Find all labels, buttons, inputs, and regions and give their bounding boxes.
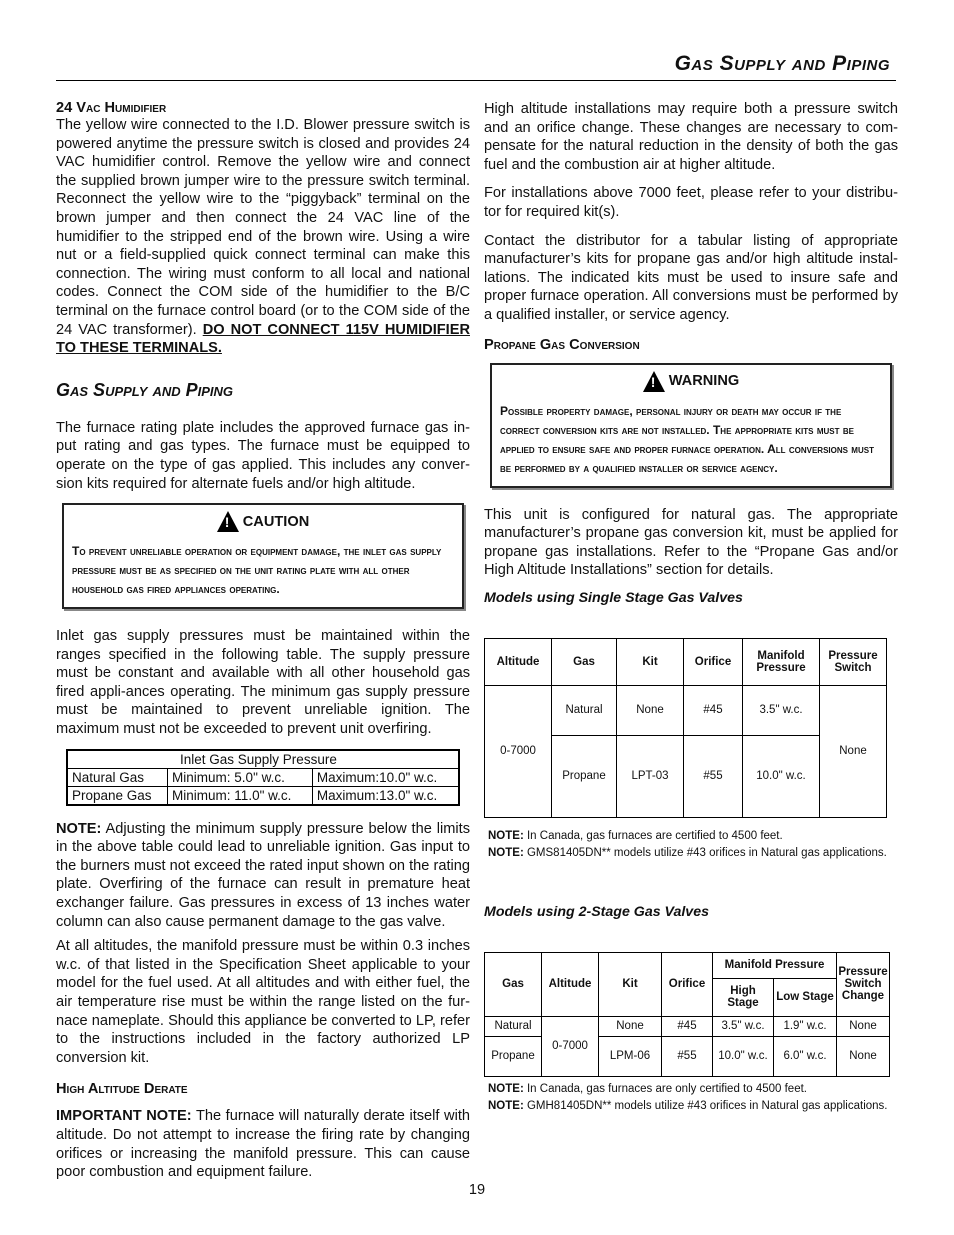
important-note-text: IMPORTANT NOTE: The furnace will naturally derate itself with altitude. Do not attempt to increase the firing rate by changing orifices or increasing the manifold pressure. This can cause poor combustion and equipment failure. [56,1108,470,1181]
two-stage-notes: NOTE: In Canada, gas furnaces are only certified to 4500 feet. NOTE: GMH81405DN** models utilize #43 orifices in Natural gas applications. [488,1082,888,1112]
warning-triangle-icon [643,371,665,392]
gas-supply-text: The furnace rating plate includes the approved furnace gas in-put rating and gas types. The furnace must be equipped to operate on the type of gas applied. This includes any conver-sion kits required for alternate fuels and/or high altitude. [56,419,470,492]
manifold-text: At all altitudes, the manifold pressure must be within 0.3 inches w.c. of that listed in the Specification Sheet applicable to your model for the fuel used. At all altitudes and with either fuel, the air temperature rise must be within the range listed on the fur-nace nameplate. Should this appliance be converted to LP, refer to the instructions included in the factory authorized LP conversion kit. [56,938,470,1066]
altitude-text-2: For installations above 7000 feet, please refer to your distribu-tor for required kit(s). [484,185,898,220]
single-stage-heading: Models using Single Stage Gas Valves [484,589,743,606]
altitude-text-3: Contact the distributor for a tabular listing of appropriate manufacturer’s kits for propane gas and/or high altitude instal-lations. The indicated kits must be used to insure safe and proper furnace operation. All conversions must be performed by a qualified installer, or service agency. [484,232,898,323]
warning-box [490,363,892,488]
warning-title: WARNING [668,373,740,390]
table-row: 0-7000 Natural None #45 3.5" w.c. None [485,685,887,735]
inlet-pressure-text: Inlet gas supply pressures must be maintained within the ranges specified in the following table. The supply pressure must be constant and available with all other household gas fired appli-ances operating. The minimum gas supply pressure must be maintained to prevent unreliable ignition. The maximum must not be exceeded to prevent unit overfiring. [56,628,470,738]
caution-box [62,503,464,609]
altitude-text-1: High altitude installations may require both a pressure switch and an orifice change. These changes are necessary to com-pensate for the natural reduction in the density of both the gas fuel and the combustion air at higher altitude. [484,101,898,173]
inlet-pressure-table [66,749,460,806]
two-stage-table: Gas Altitude Kit Orifice Manifold Pressure Pressure Switch Change High Stage Low Stage Natural 0-7000 None #45 3.5" w.c. 1.9" w.c. None Propane LPM-06 #55 10.0" w.c. 6.0" w.c. None [484,952,890,1077]
note-text: NOTE: Adjusting the minimum supply pressure below the limits in the above table could lead to unreliable ignition. Gas input to the burners must not exceed the rated input shown on the rating plate. Overfiring of the furnace can result in premature heat exchanger failure. Gas pressures in excess of 13 inches water column can also cause permanent damage to the gas valve. [56,820,470,930]
caution-title: CAUTION [242,513,310,530]
table-row: Natural 0-7000 None #45 3.5" w.c. 1.9" w.c. None [485,1016,890,1036]
table-row: Propane Gas Minimum: 11.0" w.c. Maximum:13.0" w.c. [67,786,459,805]
header-title: Gas Supply and Piping [674,52,890,75]
table-row: Propane LPM-06 #55 10.0" w.c. 6.0" w.c. None [485,1036,890,1076]
warning-triangle-icon [217,511,239,532]
table-title: Inlet Gas Supply Pressure [67,750,459,769]
caution-text: To prevent unreliable operation or equipment damage, the inlet gas supply pressure must be as specified on the unit rating plate with all other household gas fired appliances operating. [72,544,442,597]
single-stage-table: Altitude Gas Kit Orifice Manifold Pressure Pressure Switch 0-7000 Natural None #45 3.5" w.c. None Propane LPT-03 #55 10.0" w.c. [484,638,887,818]
single-stage-notes: NOTE: In Canada, gas furnaces are certified to 4500 feet. NOTE: GMS81405DN** models utilize #43 orifices in Natural gas applications. [488,829,887,859]
left-column [56,100,470,1182]
table-row: Propane LPT-03 #55 10.0" w.c. [485,735,887,817]
right-column [484,100,898,1115]
table-row: Natural Gas Minimum: 5.0" w.c. Maximum:10.0" w.c. [67,768,459,786]
page-header [56,50,896,81]
two-stage-heading: Models using 2-Stage Gas Valves [484,903,709,920]
gas-supply-heading: Gas Supply and Piping [56,379,234,400]
humidifier-text: The yellow wire connected to the I.D. Blower pressure switch is powered anytime the pressure switch is closed and provides 24 VAC humidifier control. Remove the yellow wire and connect the supplied brown jumper wire to the pressure switch terminal. Reconnect the yellow wire to the “piggyback” terminal on the brown jumper and then connect the 24 VAC line of the humidifier to the stripped end of the brown wire. Using a wire nut or a field-supplied quick connect terminal can make this connection. The wiring must conform to all local and national codes. Connect the COM side of the humidifier to the B/C terminal on the furnace control board (or to the COM side of the 24 VAC transformer). DO NOT CONNECT 115V HUMIDIFIER TO THESE TERMINALS. [56,117,470,357]
page-number: 19 [468,1182,486,1198]
humidifier-heading: 24 Vac Humidifier [56,100,167,116]
configured-text: This unit is configured for natural gas. The appropriate manufacturer’s propane gas conversion kit, must be applied for propane gas installations. Refer to the “Propane Gas and/or High Altitude Installations” section for details. [484,506,898,579]
warning-text: Possible property damage, personal injury or death may occur if the correct conversion kits are not installed. The appropriate kits must be applied to ensure safe and proper furnace operation. All conversions must be performed by a qualified installer or service agency. [500,403,874,475]
high-altitude-heading: High Altitude Derate [56,1081,188,1098]
propane-heading: Propane Gas Conversion [484,336,640,353]
